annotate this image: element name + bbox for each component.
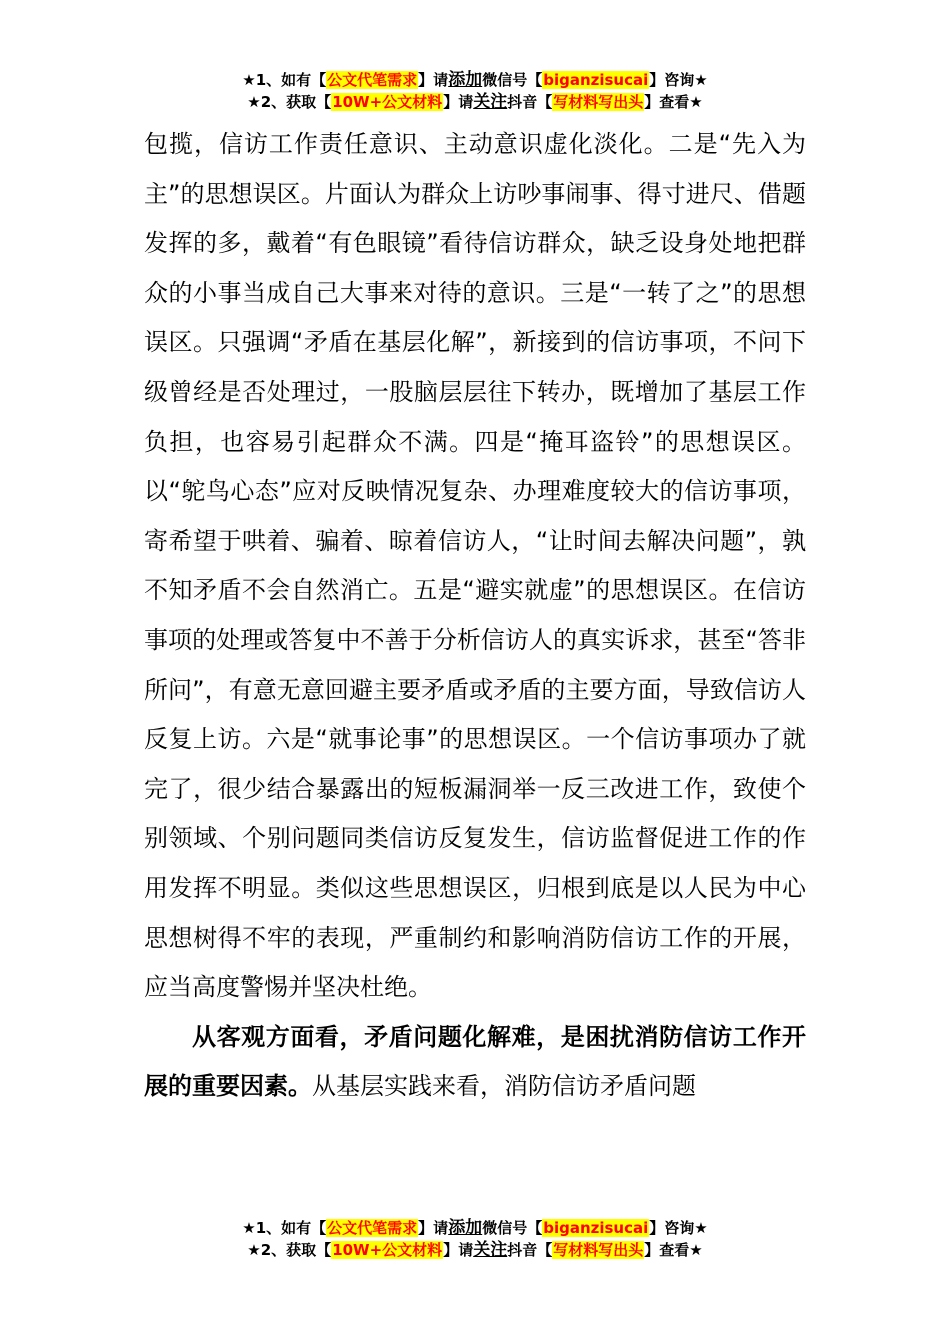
banner-text: ★2、获取【: [247, 1241, 332, 1259]
paragraph-2-text: 从基层实践来看，消防信访矛盾问题: [312, 1072, 696, 1101]
banner-text: 】请: [418, 71, 449, 89]
paragraph-2-bold-lead: 从客观方面看，矛盾问题化解难，是困扰消防信访工作开展的重要因素。: [144, 1022, 806, 1101]
banner-text: 】查看★: [644, 93, 703, 111]
banner-text: 】请: [443, 1241, 474, 1259]
banner-text: ★1、如有【: [242, 1219, 327, 1237]
paragraph-2: [144, 1013, 806, 1112]
banner-line-2: [0, 1239, 950, 1261]
banner-text: 微信号【: [482, 71, 543, 89]
footer-banner: [0, 1217, 950, 1261]
banner-text: ★1、如有【: [242, 71, 327, 89]
banner-text: 抖音【: [507, 93, 553, 111]
highlight-douyin: 写材料写出头: [553, 93, 644, 111]
document-body: [144, 120, 806, 1112]
banner-text: ★2、获取【: [247, 93, 332, 111]
banner-line-1: [0, 69, 950, 91]
banner-text: 】请: [443, 93, 474, 111]
banner-text: 】咨询★: [649, 1219, 708, 1237]
banner-line-2: [0, 91, 950, 113]
highlight-wechat-id: biganzisucai: [543, 71, 649, 89]
highlight-service: 公文代笔需求: [327, 71, 418, 89]
underline-add: 添加: [448, 1218, 483, 1238]
highlight-wechat-id: biganzisucai: [543, 1219, 649, 1237]
underline-add: 添加: [448, 70, 483, 90]
underline-follow: 关注: [473, 1240, 508, 1260]
banner-text: 】请: [418, 1219, 449, 1237]
banner-text: 微信号【: [482, 1219, 543, 1237]
underline-follow: 关注: [473, 92, 508, 112]
header-banner: [0, 69, 950, 113]
banner-text: 】咨询★: [649, 71, 708, 89]
highlight-douyin: 写材料写出头: [553, 1241, 644, 1259]
banner-line-1: [0, 1217, 950, 1239]
highlight-materials: 10W+公文材料: [332, 1241, 443, 1259]
paragraph-1: 包揽，信访工作责任意识、主动意识虚化淡化。二是“先入为主”的思想误区。片面认为群众上访吵事闹事、得寸进尺、借题发挥的多，戴着“有色眼镜”看待信访群众，缺乏设身处地把群众的小事当成自己大事来对待的意识。三是“一转了之”的思想误区。只强调“矛盾在基层化解”，新接到的信访事项，不问下级曾经是否处理过，一股脑层层往下转办，既增加了基层工作负担，也容易引起群众不满。四是“掩耳盗铃”的思想误区。以“鸵鸟心态”应对反映情况复杂、办理难度较大的信访事项，寄希望于哄着、骗着、晾着信访人，“让时间去解决问题”，孰不知矛盾不会自然消亡。五是“避实就虚”的思想误区。在信访事项的处理或答复中不善于分析信访人的真实诉求，甚至“答非所问”，有意无意回避主要矛盾或矛盾的主要方面，导致信访人反复上访。六是“就事论事”的思想误区。一个信访事项办了就完了，很少结合暴露出的短板漏洞举一反三改进工作，致使个别领域、个别问题同类信访反复发生，信访监督促进工作的作用发挥不明显。类似这些思想误区，归根到底是以人民为中心思想树得不牢的表现，严重制约和影响消防信访工作的开展，应当高度警惕并坚决杜绝。: [144, 130, 806, 1002]
banner-text: 抖音【: [507, 1241, 553, 1259]
highlight-service: 公文代笔需求: [327, 1219, 418, 1237]
banner-text: 】查看★: [644, 1241, 703, 1259]
highlight-materials: 10W+公文材料: [332, 93, 443, 111]
